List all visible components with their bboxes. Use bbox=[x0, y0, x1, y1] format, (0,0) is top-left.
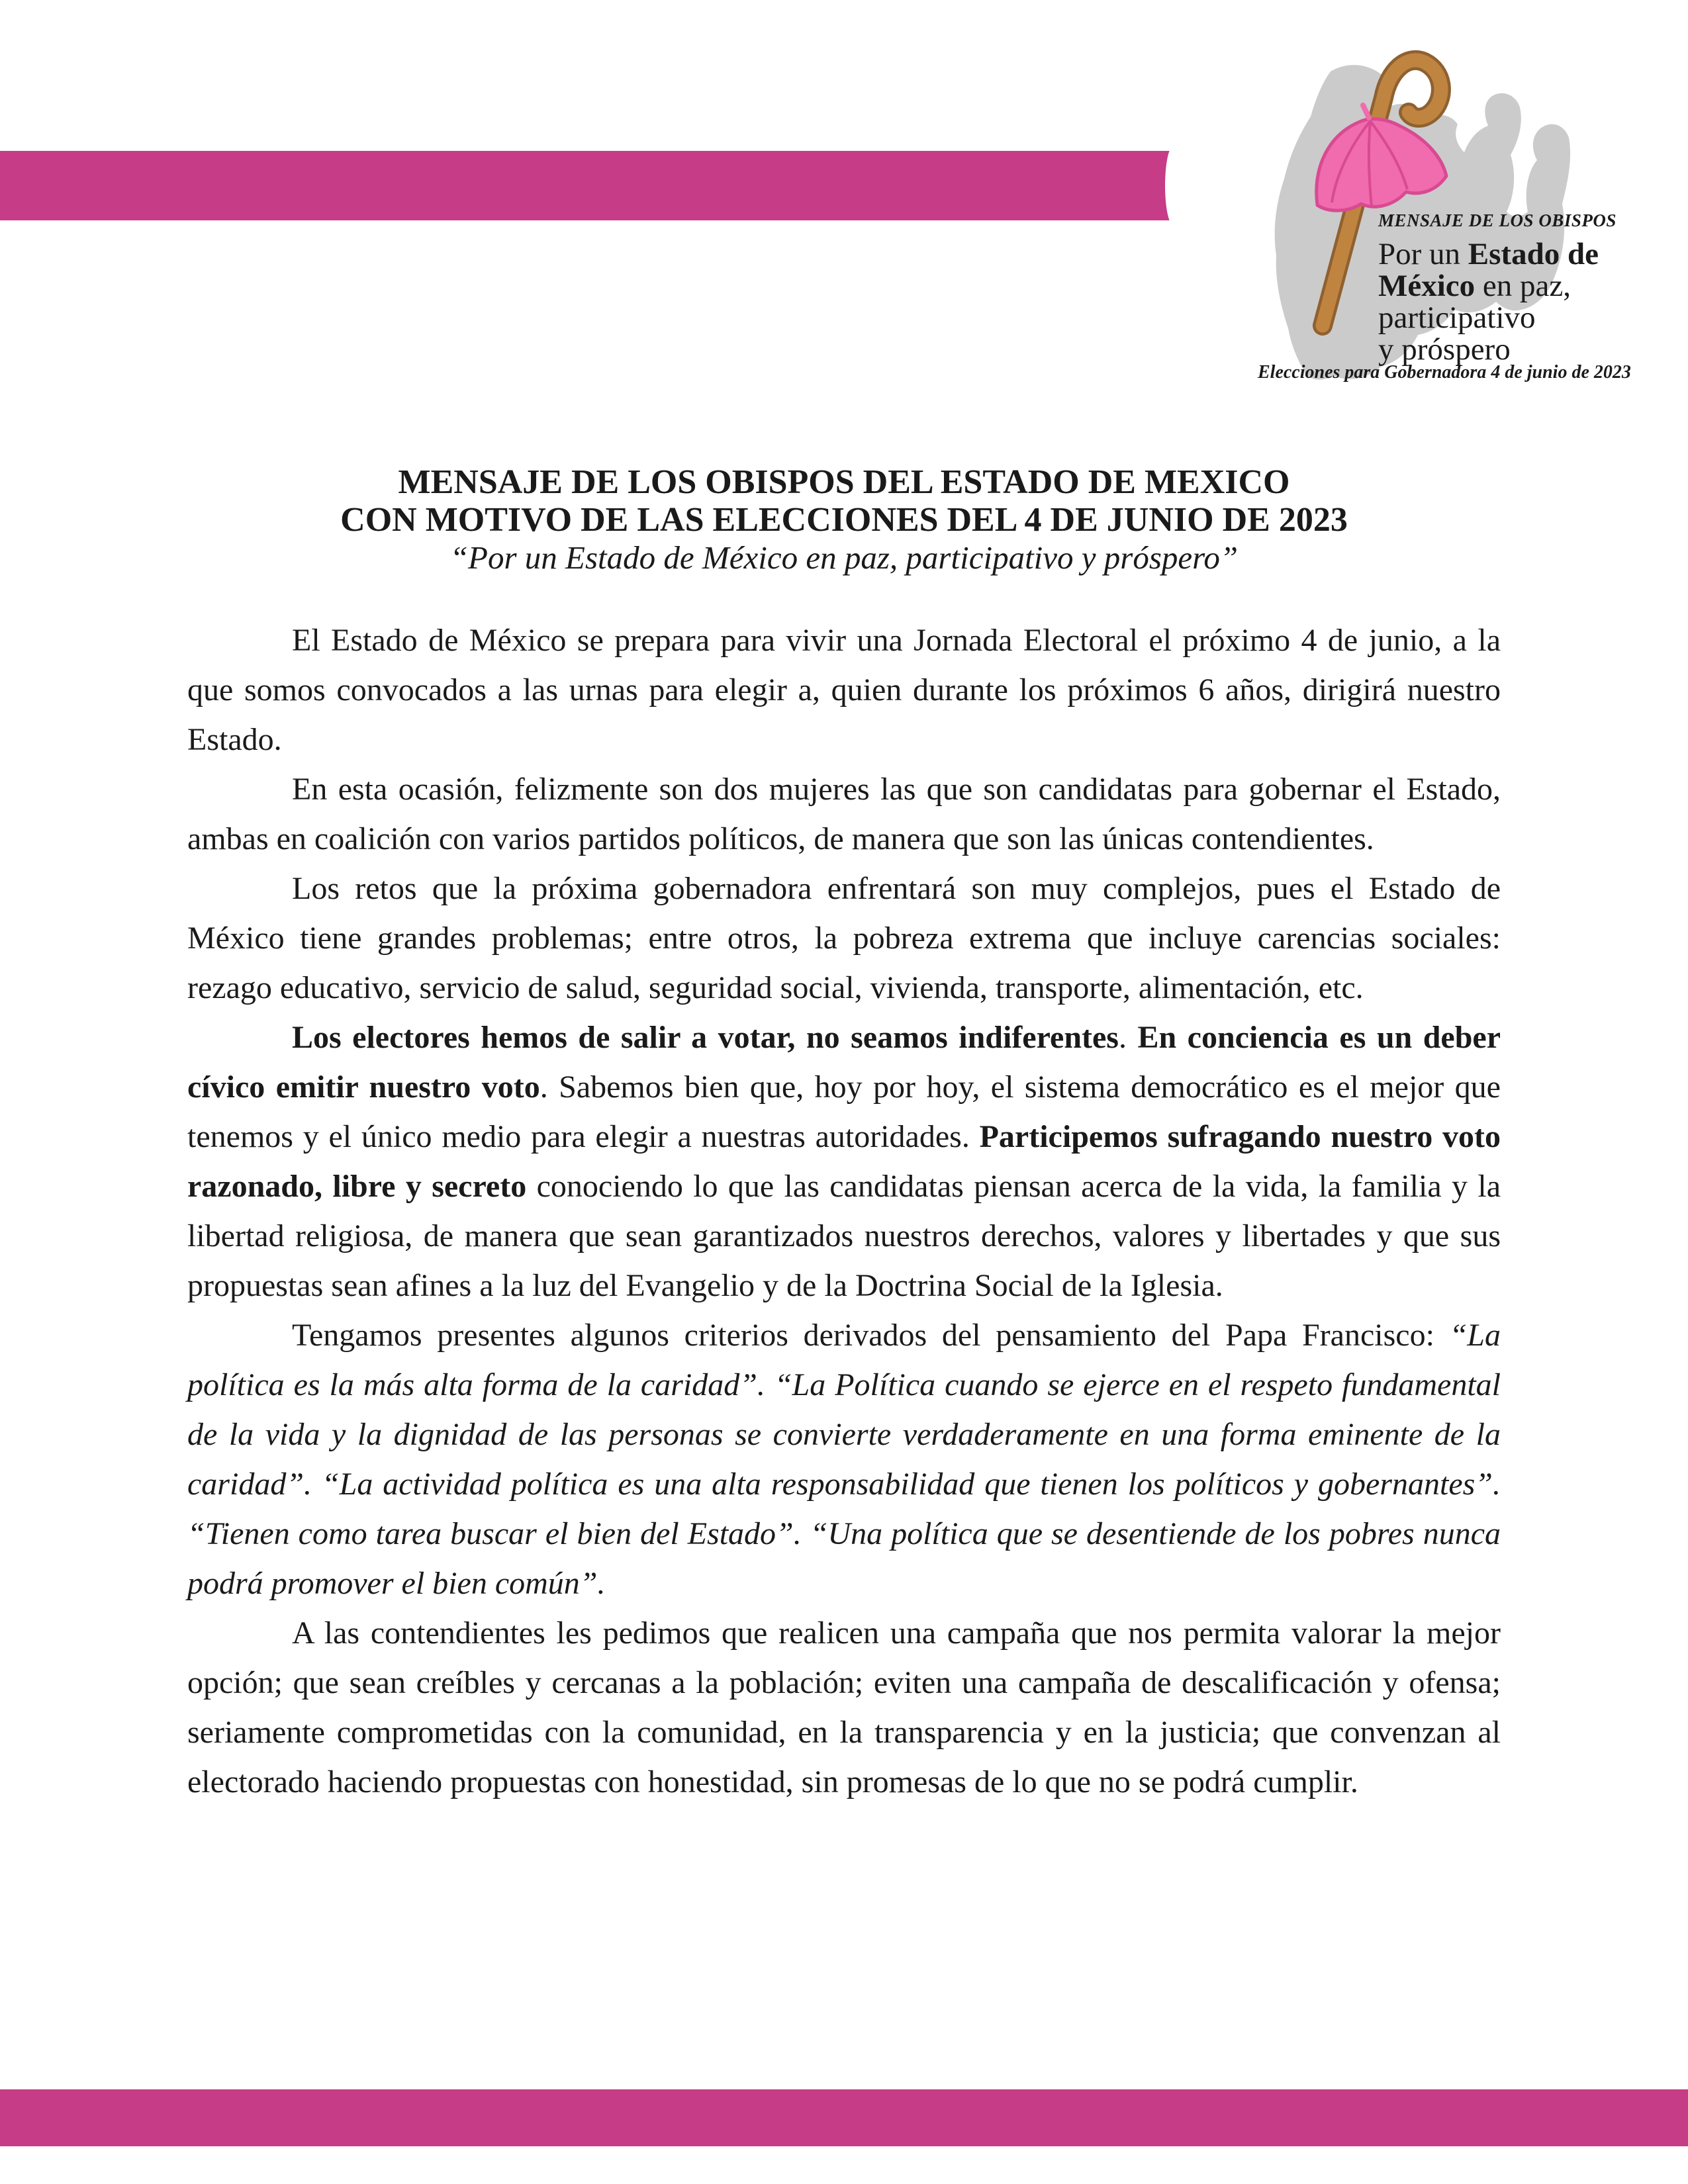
title-line-2: CON MOTIVO DE LAS ELECCIONES DEL 4 DE JUNIO DE 2023 bbox=[340, 501, 1348, 539]
logo-title bbox=[1378, 238, 1599, 365]
title-subtitle: “Por un Estado de México en paz, participativo y próspero” bbox=[449, 539, 1239, 576]
document-title bbox=[187, 463, 1501, 576]
bottom-accent-bar bbox=[0, 2089, 1688, 2146]
logo-title-line-1: Por un Estado de bbox=[1378, 237, 1599, 271]
paragraph-5: Tengamos presentes algunos criterios derivados del pensamiento del Papa Francisco: “La política es la más alta forma de la caridad”. “La Política cuando se ejerce en el respeto fundamental de la vida y la dignidad de las personas se convierte verdaderamente en una forma eminente de la caridad”. “La actividad política es una alta responsabilidad que tienen los políticos y gobernantes”. “Tienen como tarea buscar el bien del Estado”. “Una política que se desentiende de los pobres nunca podrá promover el bien común”. bbox=[187, 1318, 1501, 1601]
logo-title-line-2: México en paz, bbox=[1378, 269, 1571, 303]
document-body bbox=[187, 615, 1501, 1807]
logo-title-line-3: participativo bbox=[1378, 300, 1536, 335]
paragraph-3: Los retos que la próxima gobernadora enfrentará son muy complejos, pues el Estado de México tiene grandes problemas; entre otros, la pobreza extrema que incluye carencias sociales: rezago educativo, servicio de salud, seguridad social, vivienda, transporte, alimentación, etc. bbox=[187, 871, 1501, 1005]
logo-kicker: MENSAJE DE LOS OBISPOS bbox=[1378, 210, 1617, 230]
title-line-1: MENSAJE DE LOS OBISPOS DEL ESTADO DE MEXICO bbox=[398, 463, 1290, 501]
paragraph-2: En esta ocasión, felizmente son dos mujeres las que son candidatas para gobernar el Estado, ambas en coalición con varios partidos políticos, de manera que son las únicas contendientes. bbox=[187, 772, 1501, 856]
logo-caption: Elecciones para Gobernadora 4 de junio de 2023 bbox=[1258, 362, 1631, 383]
paragraph-4: Los electores hemos de salir a votar, no seamos indiferentes. En conciencia es un deber cívico emitir nuestro voto. Sabemos bien que, hoy por hoy, el sistema democrático es el mejor que tenemos y el único medio para elegir a nuestras autoridades. Participemos sufragando nuestro voto razonado, libre y secreto conociendo lo que las candidatas piensan acerca de la vida, la familia y la libertad religiosa, de manera que sean garantizados nuestros derechos, valores y libertades y que sus propuestas sean afines a la luz del Evangelio y de la Doctrina Social de la Iglesia. bbox=[187, 1020, 1501, 1303]
logo-title-line-4: y próspero bbox=[1378, 332, 1511, 367]
top-accent-bar bbox=[0, 151, 1173, 220]
paragraph-1: El Estado de México se prepara para vivir una Jornada Electoral el próximo 4 de junio, a la que somos convocados a las urnas para elegir a, quien durante los próximos 6 años, dirigirá nuestro Estado. bbox=[187, 623, 1501, 757]
paragraph-6: A las contendientes les pedimos que realicen una campaña que nos permita valorar la mejor opción; que sean creíbles y cercanas a la población; eviten una campaña de descalificación y ofensa; seriamente comprometidas con la comunidad, en la transparencia y en la justicia; que convenzan al electorado haciendo propuestas con honestidad, sin promesas de lo que no se podrá cumplir. bbox=[187, 1615, 1501, 1799]
